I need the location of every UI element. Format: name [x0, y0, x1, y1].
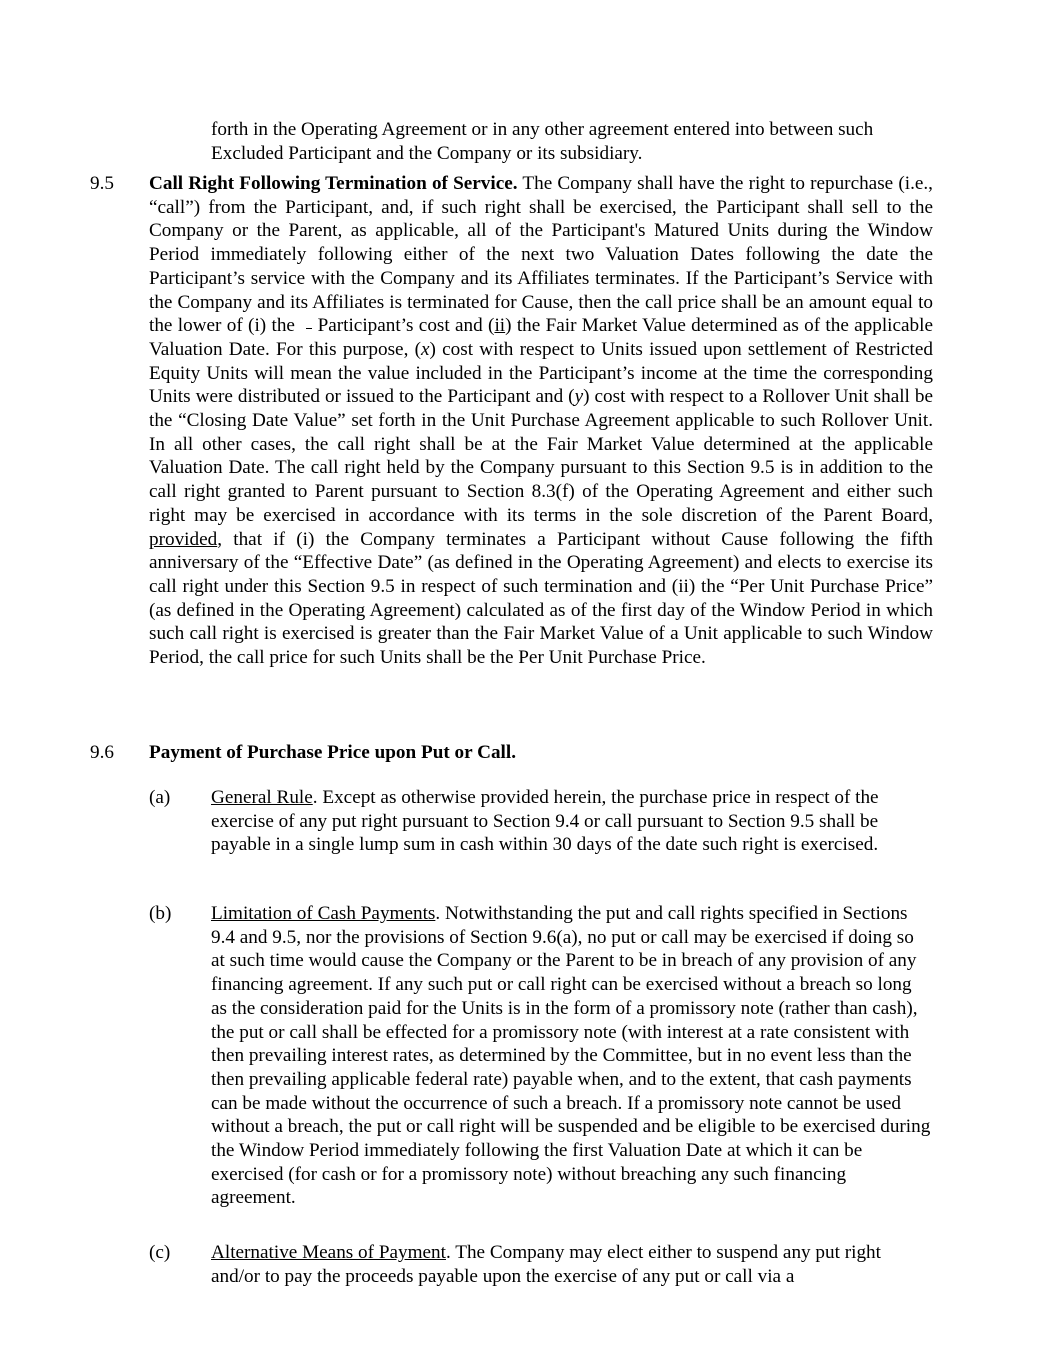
continuation-text: forth in the Operating Agreement or in any other agreement entered into between such Excluded Participant and the Company or its subsidiary.	[211, 119, 874, 164]
section-9-5-ii: ii	[494, 315, 506, 337]
item-c-heading: Alternative Means of Payment	[211, 1242, 446, 1263]
section-9-6-title: Payment of Purchase Price upon Put or Call.	[149, 742, 517, 763]
section-9-5-y: y	[574, 386, 584, 408]
item-a-label: (a)	[149, 787, 171, 808]
item-a-text: . Except as otherwise provided herein, the purchase price in respect of the exercise of any put right pursuant to Section 9.4 or call pursuant to Section 9.5 shall be payable in a single lump sum in cash within 30 days of the date such right is exercised.	[211, 787, 879, 856]
item-c-label: (c)	[149, 1242, 171, 1263]
section-9-5-provided: provided	[149, 528, 218, 550]
section-9-5-text-5: ) cost with respect to a Rollover Unit shall be the “Closing Date Value” set forth in the Unit Purchase Agreement applicable to such Rollover Unit. In all other cases, the call right shall be at the Fair Market Value determined at the applicable Valuation Date. The call right held by the Company pursuant to this Section 9.5 is in addition to the call right granted to Parent pursuant to Section 8.3(f) of the Operating Agreement and either such right may be exercised in accordance with its terms in the sole discretion of the Parent Board,	[149, 386, 933, 526]
section-9-5-number: 9.5	[90, 173, 114, 194]
item-b-heading: Limitation of Cash Payments	[211, 903, 436, 924]
item-c-text: . The Company may elect either to suspend any put right and/or to pay the proceeds payable upon the exercise of any put or call via a	[211, 1242, 881, 1287]
item-b-text: . Notwithstanding the put and call rights specified in Sections 9.4 and 9.5, nor the provisions of Section 9.6(a), no put or call may be exercised if doing so at such time would cause the Company or the Parent to be in breach of any provision of any financing agreement. If any such put or call right can be exercised without a breach so long as the consideration paid for the Units is in the form of a promissory note (rather than cash), the put or call shall be effected for a promissory note (with interest at a rate consistent with then prevailing interest rates, as determined by the Committee, but in no event less than the then prevailing applicable federal rate) payable when, and to the extent, that cash payments can be made without the occurrence of such a breach. If a promissory note cannot be used without a breach, the put or call right will be suspended and be eligible to be exercised during the Window Period immediately following the first Valuation Date at which it can be exercised (for cash or for a promissory note) without breaching any such financing agreement.	[211, 903, 931, 1209]
section-9-5-paragraph	[149, 172, 933, 670]
item-c-paragraph	[211, 1241, 931, 1288]
section-9-6-number: 9.6	[90, 742, 114, 763]
section-9-5-text-3: ) the Fair Market Value determined as of the applicable Valuation Date. For this purpose, (	[149, 315, 933, 360]
item-b-paragraph	[211, 902, 931, 1210]
section-9-5-x: x	[420, 338, 430, 360]
section-9-6-heading	[149, 741, 933, 765]
item-a-paragraph	[211, 786, 931, 857]
section-9-5-text-4: ) cost with respect to Units issued upon settlement of Restricted Equity Units will mean the value included in the Participant’s income at the time the corresponding Units were distributed or issued to the Participant and (	[149, 338, 933, 408]
section-9-5-text-1: The Company shall have the right to repurchase (i.e., “call”) from the Participant, and, if such right shall be exercised, the Participant shall sell to the Company or the Parent, as applicable, all of the Participant's Matured Units during the Window Period immediately following either of the next two Valuation Dates following the date the Participant’s service with the Company and its Affiliates terminates. If the Participant’s Service with the Company and its Affiliates is terminated for Cause, then the call price shall be an amount equal to the lower of (i) the	[149, 173, 933, 337]
continuation-paragraph	[211, 118, 931, 165]
section-9-5-text-6: , that if (i) the Company terminates a Participant without Cause following the fifth anniversary of the “Effective Date” (as defined in the Operating Agreement) and elects to exercise its call right under this Section 9.5 in respect of such termination and (ii) the “Per Unit Purchase Price” (as defined in the Operating Agreement) calculated as of the first day of the Window Period in which such call right is exercised is greater than the Fair Market Value of a Unit applicable to such Window Period, the call price for such Units shall be the Per Unit Purchase Price.	[149, 528, 933, 669]
item-a-heading: General Rule	[211, 787, 313, 808]
item-b-label: (b)	[149, 903, 172, 924]
section-9-5-title: Call Right Following Termination of Service.	[149, 173, 518, 194]
section-9-5-text-2: Participant’s cost and (	[312, 315, 495, 337]
